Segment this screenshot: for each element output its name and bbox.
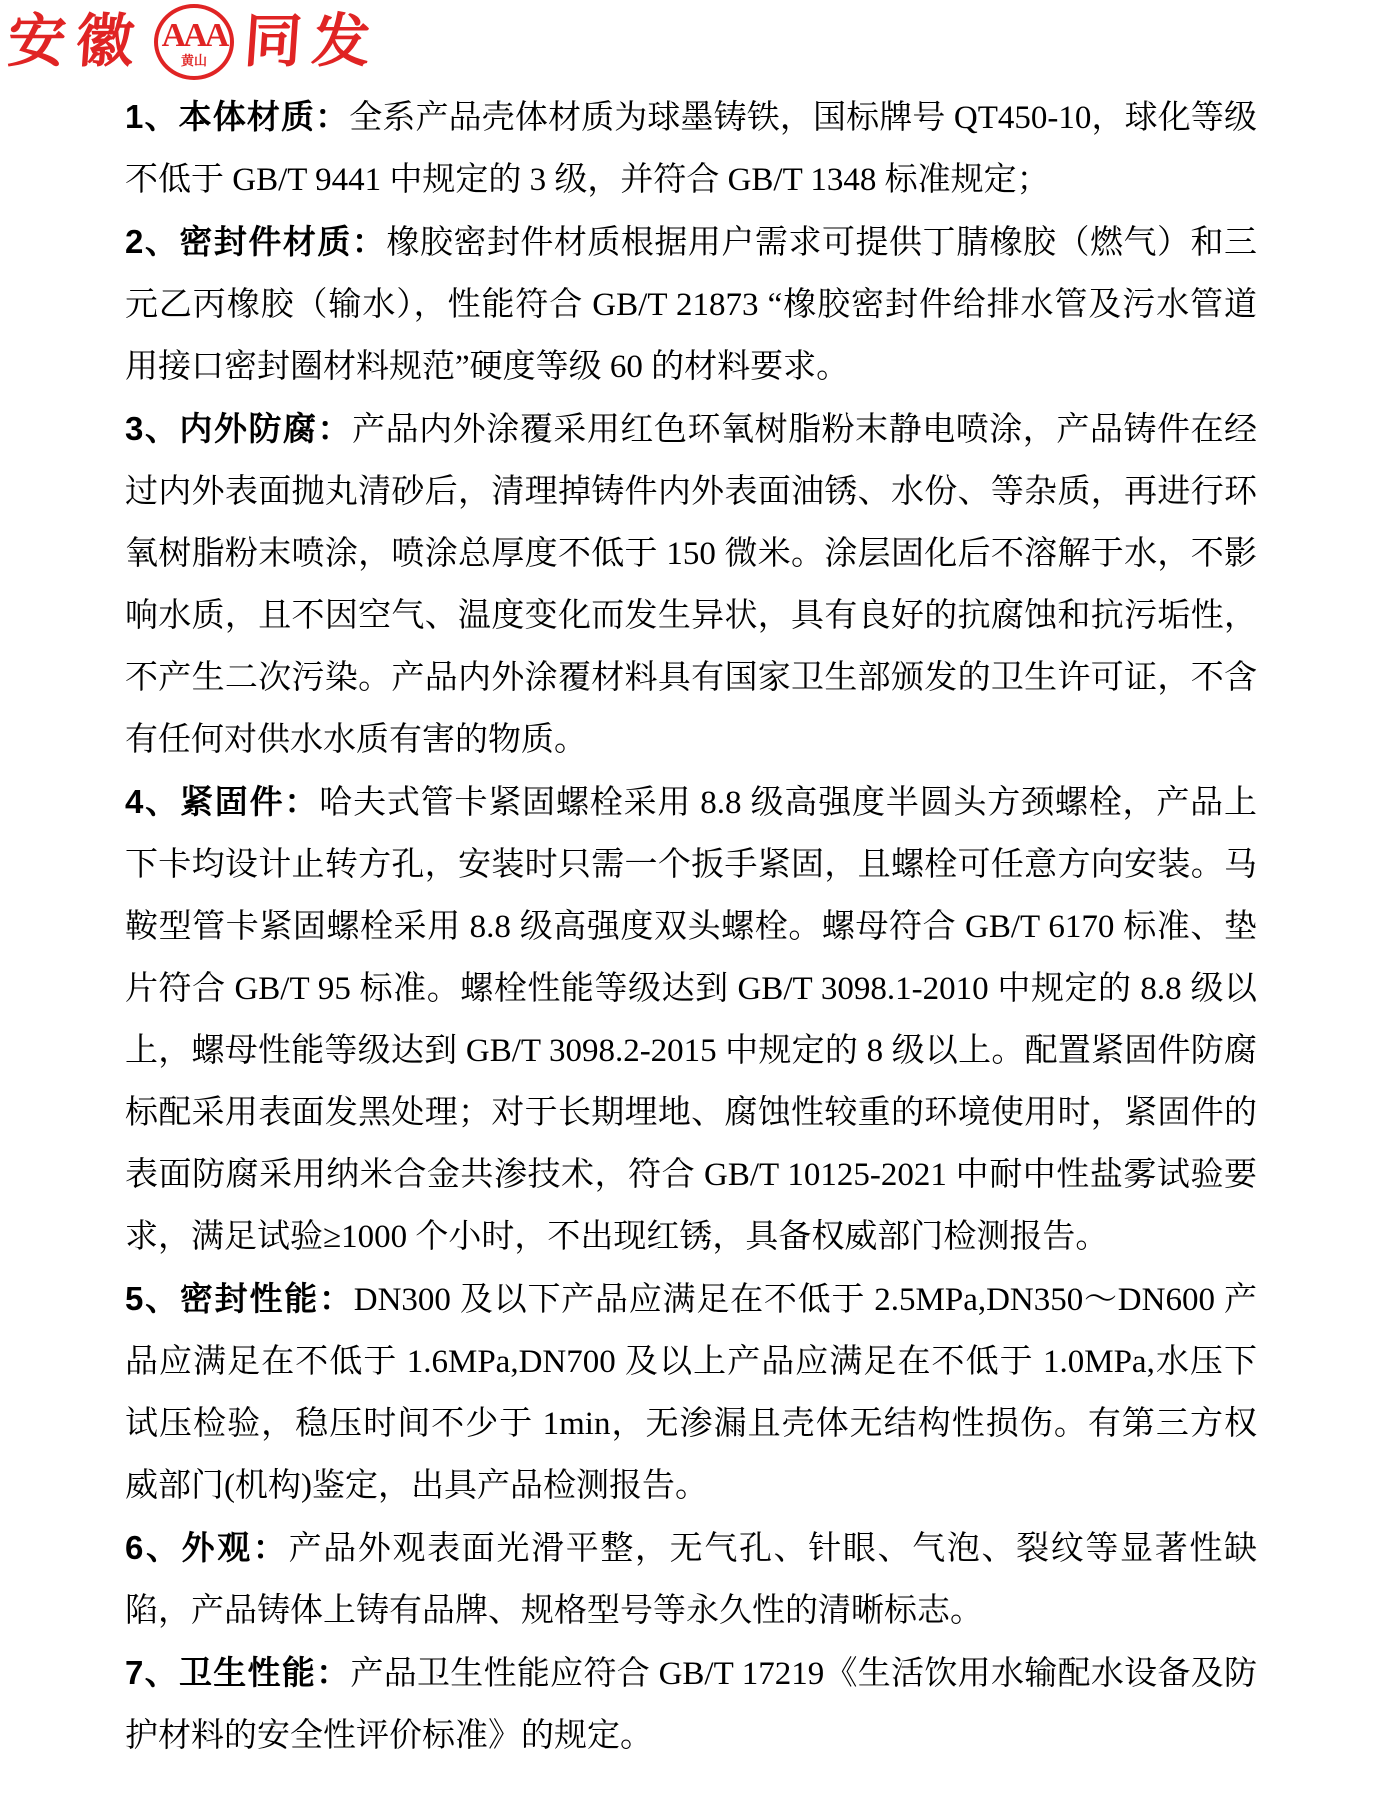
paragraph-body: 橡胶密封件材质根据用户需求可提供丁腈橡胶（燃气）和三元乙丙橡胶（输水），性能符合 GB/T 21873 “橡胶密封件给排水管及污水管道用接口密封圈材料规范”硬度等级 60 的材料要求。 (125, 225, 1257, 385)
paragraph-label: 2、密封件材质： (125, 223, 387, 260)
paragraph-label: 1、本体材质： (125, 98, 350, 135)
paragraph-body: 产品外观表面光滑平整，无气孔、针眼、气泡、裂纹等显著性缺陷，产品铸体上铸有品牌、规格型号等永久性的清晰标志。 (125, 1531, 1257, 1629)
paragraph (125, 211, 1257, 398)
document-body (125, 86, 1257, 1767)
paragraph (125, 398, 1257, 771)
paragraph (125, 1268, 1257, 1517)
logo-left-text: 安徽 (5, 9, 147, 75)
paragraph-body: DN300 及以下产品应满足在不低于 2.5MPa,DN350～DN600 产品应满足在不低于 1.6MPa,DN700 及以上产品应满足在不低于 1.0MPa,水压下试压检验，稳压时间不少于 1min，无渗漏且壳体无结构性损伤。有第三方权威部门(机构)鉴定，出具产品检测报告。 (125, 1282, 1257, 1504)
badge-huangshan-text: 黄山 (181, 53, 208, 68)
paragraph-label: 4、紧固件： (125, 783, 320, 820)
paragraph-label: 6、外观： (125, 1529, 289, 1566)
brand-logo (5, 4, 383, 80)
paragraph-body: 产品卫生性能应符合 GB/T 17219《生活饮用水输配水设备及防护材料的安全性评价标准》的规定。 (125, 1656, 1257, 1754)
paragraph-body: 产品内外涂覆采用红色环氧树脂粉末静电喷涂，产品铸件在经过内外表面抛丸清砂后，清理掉铸件内外表面油锈、水份、等杂质，再进行环氧树脂粉末喷涂，喷涂总厚度不低于 150 微米。涂层固化后不溶解于水，不影响水质，且不因空气、温度变化而发生异状，具有良好的抗腐蚀和抗污垢性，不产生二次污染。产品内外涂覆材料具有国家卫生部颁发的卫生许可证，不含有任何对供水水质有害的物质。 (125, 412, 1258, 758)
paragraph (125, 86, 1257, 211)
paragraph-label: 7、卫生性能： (125, 1654, 351, 1691)
aaa-certification-badge (154, 4, 234, 80)
badge-aaa-text: AAA (161, 17, 227, 54)
paragraph (125, 771, 1257, 1268)
paragraph-label: 5、密封性能： (125, 1280, 354, 1317)
paragraph (125, 1642, 1257, 1767)
paragraph-body: 全系产品壳体材质为球墨铸铁，国标牌号 QT450-10，球化等级不低于 GB/T 9441 中规定的 3 级，并符合 GB/T 1348 标准规定； (125, 100, 1258, 198)
paragraph-body: 哈夫式管卡紧固螺栓采用 8.8 级高强度半圆头方颈螺栓，产品上下卡均设计止转方孔，安装时只需一个扳手紧固，且螺栓可任意方向安装。马鞍型管卡紧固螺栓采用 8.8 级高强度双头螺栓。螺母符合 GB/T 6170 标准、垫片符合 GB/T 95 标准。螺栓性能等级达到 GB/T 3098.1-2010 中规定的 8.8 级以上，螺母性能等级达到 GB/T 3098.2-2015 中规定的 8 级以上。配置紧固件防腐标配采用表面发黑处理；对于长期埋地、腐蚀性较重的环境使用时，紧固件的表面防腐采用纳米合金共渗技术，符合 GB/T 10125-2021 中耐中性盐雾试验要求，满足试验≥1000 个小时，不出现红锈，具备权威部门检测报告。 (125, 785, 1258, 1255)
paragraph (125, 1517, 1257, 1642)
logo-right-text: 同发 (241, 9, 383, 75)
paragraph-label: 3、内外防腐： (125, 410, 353, 447)
